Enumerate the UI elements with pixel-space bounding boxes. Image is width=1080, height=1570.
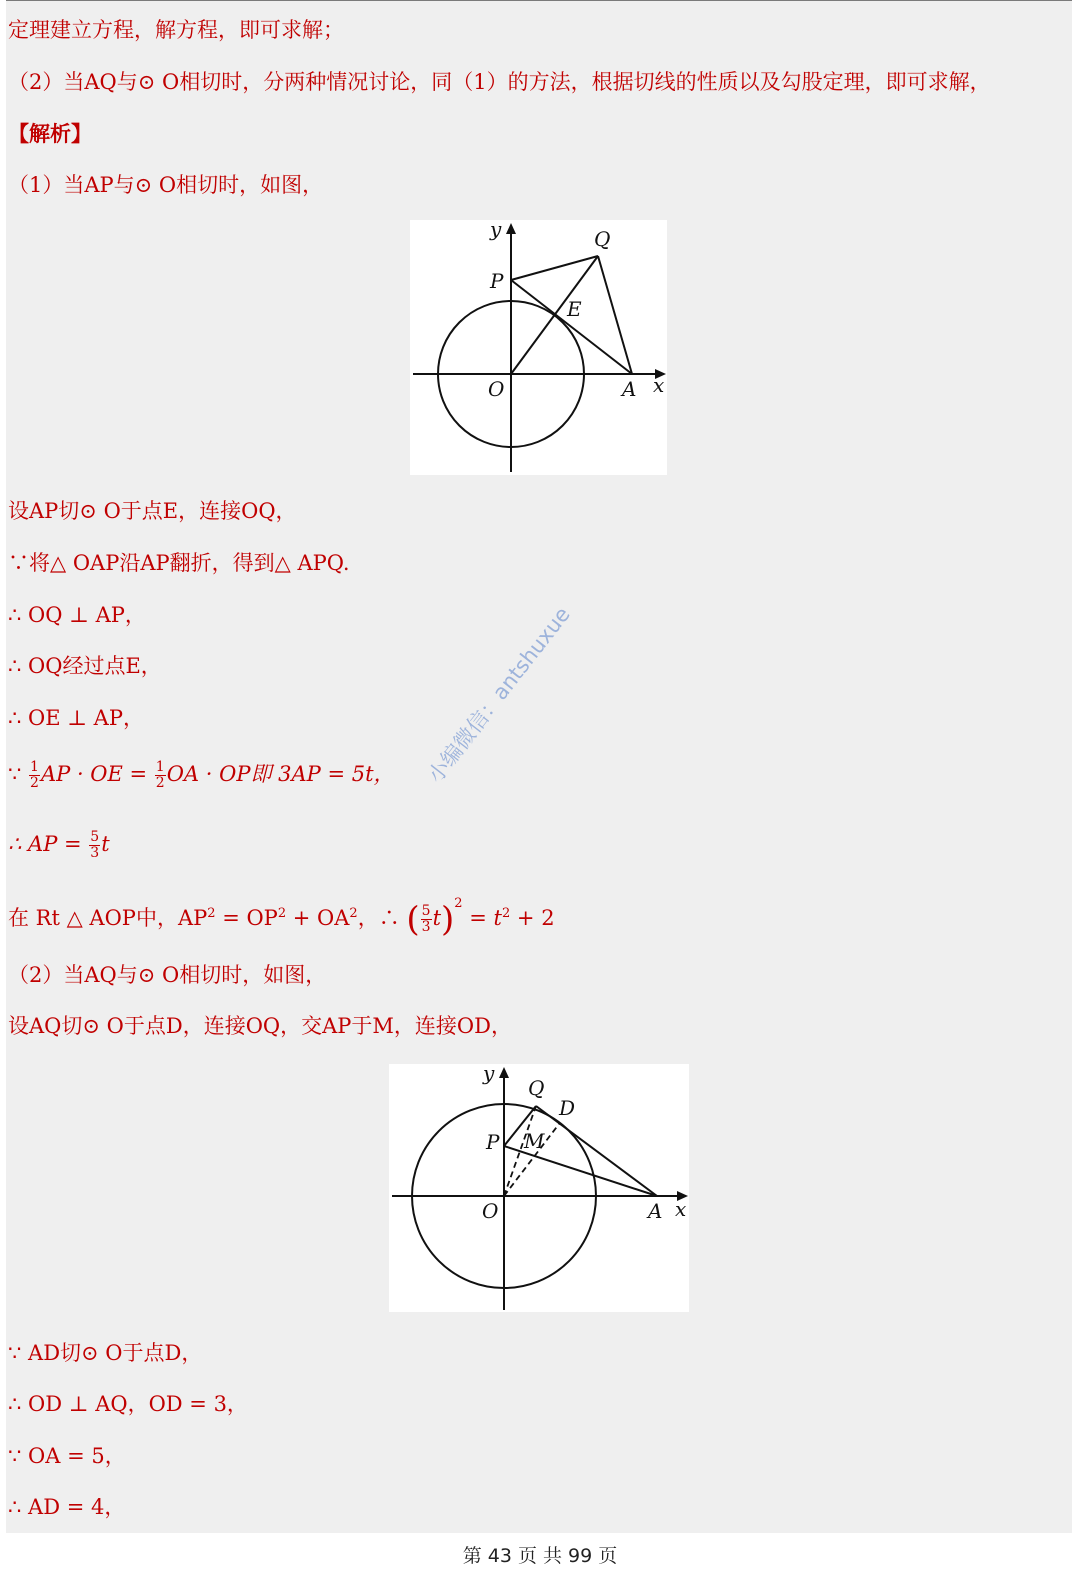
segment-pa — [511, 280, 632, 374]
sup-2: 2 — [277, 906, 287, 921]
label-e: E — [567, 297, 582, 321]
label-q: Q — [594, 227, 611, 251]
text-line-17: ∵ OA = 5， — [8, 1444, 126, 1468]
l10-post: OA · OP即 3AP = 5t， — [166, 762, 395, 786]
text-line-9: ∴ OE ⊥ AP， — [8, 706, 144, 730]
text-line-10 — [8, 760, 395, 791]
label-o: O — [488, 377, 505, 401]
label-o-2: O — [482, 1199, 499, 1223]
frac4-den: 3 — [421, 919, 431, 935]
sup-5: 2 — [501, 906, 511, 921]
frac1-num: 1 — [30, 759, 39, 775]
segment-oq — [511, 256, 598, 374]
segment-qa — [598, 256, 632, 374]
l12-m1: = OP — [215, 906, 278, 930]
figure-1-diagram — [410, 220, 667, 475]
left-paren: ( — [406, 899, 420, 940]
label-x: x — [653, 373, 665, 397]
sup-1: 2 — [207, 906, 216, 921]
analysis-heading: 【解析】 — [8, 121, 92, 146]
text-line-16: ∴ OD ⊥ AQ，OD = 3， — [8, 1392, 248, 1416]
segment-qa-2 — [536, 1106, 657, 1196]
l12-end: + 2 — [510, 906, 555, 930]
sup-3: 2 — [349, 906, 358, 921]
label-p-2: P — [486, 1130, 500, 1154]
frac1-den: 2 — [30, 775, 39, 791]
text-line-8: ∴ OQ经过点E， — [8, 654, 162, 678]
label-x-2: x — [675, 1197, 687, 1221]
fraction-five-thirds-2 — [421, 904, 432, 935]
label-q-2: Q — [528, 1076, 545, 1100]
text-line-4: （1）当AP与⊙ O相切时，如图， — [8, 173, 324, 197]
text-line-13: （2）当AQ与⊙ O相切时，如图， — [8, 963, 327, 987]
text-line-5: 设AP切⊙ O于点E，连接OQ， — [8, 499, 297, 523]
l12-m3: ，∴ — [357, 906, 407, 930]
segment-pq — [511, 256, 598, 280]
l12-post: = t — [462, 906, 502, 930]
text-line-7: ∴ OQ ⊥ AP， — [8, 603, 146, 627]
label-a-2: A — [648, 1199, 663, 1223]
text-line-12 — [8, 896, 555, 940]
frac4-num: 5 — [421, 903, 431, 919]
l12-pre: 在 Rt △ AOP中，AP — [8, 906, 208, 930]
figure-2 — [389, 1064, 689, 1312]
page-footer: 第 43 页 共 99 页 — [462, 1545, 618, 1567]
frac2-num: 1 — [155, 759, 165, 775]
label-d-2: D — [559, 1096, 576, 1120]
fraction-five-thirds — [89, 830, 100, 861]
frac2-den: 2 — [155, 775, 165, 791]
watermark: 小编微信：antshuxue — [423, 602, 575, 788]
text-line-1: 定理建立方程，解方程，即可求解； — [8, 18, 344, 42]
text-line-18: ∴ AD = 4， — [8, 1495, 126, 1519]
l11-post: t — [101, 832, 110, 856]
figure-1 — [410, 220, 667, 475]
label-a: A — [622, 377, 637, 401]
y-arrow-icon — [506, 223, 516, 234]
right-paren: ) — [441, 899, 455, 940]
text-line-6: ∵将△ OAP沿AP翻折，得到△ APQ. — [8, 551, 350, 575]
segment-pa-2 — [504, 1146, 657, 1196]
text-line-11 — [8, 830, 110, 861]
l10-mid: AP · OE = — [40, 762, 154, 786]
l11-pre: ∴ AP = — [8, 832, 89, 856]
fraction-half-1 — [29, 760, 40, 791]
frac3-den: 3 — [90, 845, 100, 861]
fraction-half-2 — [155, 760, 166, 791]
l12-t: t — [432, 906, 442, 930]
label-m-2: M — [524, 1129, 545, 1153]
l12-m2: + OA — [286, 906, 350, 930]
figure-2-diagram — [389, 1064, 689, 1312]
frac3-num: 5 — [90, 829, 100, 845]
sup-4: 2 — [454, 896, 463, 911]
label-p: P — [490, 269, 504, 293]
text-line-2: （2）当AQ与⊙ O相切时，分两种情况讨论，同（1）的方法，根据切线的性质以及勾股定理，即可求解， — [8, 70, 991, 94]
label-y-2: y — [483, 1064, 495, 1085]
text-line-14: 设AQ切⊙ O于点D，连接OQ，交AP于M，连接OD， — [8, 1014, 512, 1038]
label-y: y — [490, 220, 502, 241]
y-arrow-icon-2 — [499, 1067, 509, 1078]
l10-pre: ∵ — [8, 762, 29, 786]
text-line-15: ∵ AD切⊙ O于点D， — [8, 1341, 203, 1365]
